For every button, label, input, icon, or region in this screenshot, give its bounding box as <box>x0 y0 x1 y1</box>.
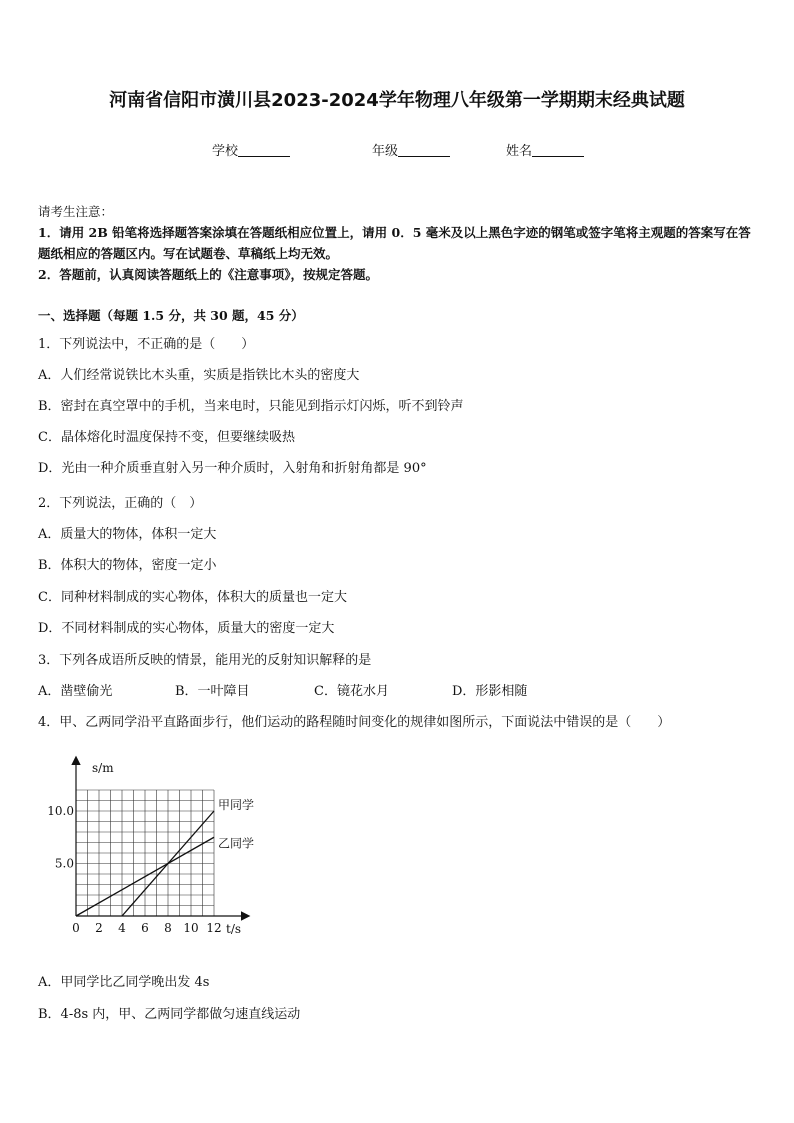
x-tick-label: 6 <box>141 921 149 935</box>
q4-option-b: B．4-8s 内，甲、乙两同学都做匀速直线运动 <box>38 1007 301 1022</box>
page-title: 河南省信阳市潢川县2023-2024学年物理八年级第一学期期末经典试题 <box>109 90 685 111</box>
y-axis-label: s/m <box>92 761 114 775</box>
chart-grid <box>76 790 214 916</box>
name-blank <box>532 144 584 157</box>
q1-option-a: A．人们经常说铁比木头重，实质是指铁比木头的密度大 <box>38 368 360 383</box>
q4-stem: 4．甲、乙两同学沿平直路面步行，他们运动的路程随时间变化的规律如图所示，下面说法中错误的是（ ） <box>38 715 671 730</box>
q2-option-b: B．体积大的物体，密度一定小 <box>38 558 217 573</box>
x-tick-label: 10 <box>183 921 199 935</box>
chart-series <box>76 798 254 916</box>
school-label: 学校 <box>212 144 239 159</box>
x-tick-label: 8 <box>164 921 172 935</box>
x-tick-label: 0 <box>72 921 80 935</box>
series-label: 甲同学 <box>218 798 255 812</box>
q2-option-a: A．质量大的物体，体积一定大 <box>38 527 217 542</box>
q1-option-d: D．光由一种介质垂直射入另一种介质时，入射角和折射角都是 90° <box>38 461 427 476</box>
x-axis-label: t/s <box>226 922 242 936</box>
q2-option-d: D．不同材料制成的实心物体，质量大的密度一定大 <box>38 621 335 636</box>
q2-option-c: C．同种材料制成的实心物体，体积大的质量也一定大 <box>38 590 347 605</box>
notice-item-1: 1．请用 2B 铅笔将选择题答案涂填在答题纸相应位置上，请用 0．5 毫米及以上黑色字迹的钢笔或签字笔将主观题的答案写在答题纸相应的答题区内。写在试题卷、草稿纸上均无效。 <box>38 225 751 261</box>
x-tick-label: 12 <box>206 921 222 935</box>
q2-stem: 2．下列说法，正确的（ ） <box>38 496 203 511</box>
distance-time-chart <box>40 748 270 948</box>
name-field <box>506 140 584 159</box>
y-tick-labels <box>47 804 74 871</box>
section-heading: 一、选择题（每题 1.5 分，共 30 题，45 分） <box>38 308 304 323</box>
q3-option-c: C．镜花水月 <box>314 684 389 699</box>
x-tick-label: 4 <box>118 921 126 935</box>
grade-field <box>372 140 450 159</box>
q3-stem: 3．下列各成语所反映的情景，能用光的反射知识解释的是 <box>38 653 372 668</box>
name-label: 姓名 <box>506 144 533 159</box>
q3-option-b: B．一叶障目 <box>175 684 250 699</box>
school-field <box>212 140 290 159</box>
grade-label: 年级 <box>372 144 399 159</box>
y-tick-label: 5.0 <box>54 856 74 871</box>
notice-item-2: 2．答题前，认真阅读答题纸上的《注意事项》，按规定答题。 <box>38 267 378 282</box>
grade-blank <box>398 144 450 157</box>
series-label: 乙同学 <box>218 836 255 851</box>
q3-option-d: D．形影相随 <box>452 684 528 699</box>
x-tick-label: 2 <box>95 921 103 935</box>
q1-option-c: C．晶体熔化时温度保持不变，但要继续吸热 <box>38 430 295 445</box>
school-blank <box>238 144 290 157</box>
q4-option-a: A．甲同学比乙同学晚出发 4s <box>38 975 210 990</box>
notice-heading: 请考生注意： <box>38 204 114 219</box>
y-tick-label: 10.0 <box>47 804 74 818</box>
q1-stem: 1．下列说法中，不正确的是（ ） <box>38 337 255 352</box>
notice-body <box>38 222 760 285</box>
q3-option-a: A．凿壁偷光 <box>38 684 113 699</box>
x-tick-labels <box>72 921 221 935</box>
q1-option-b: B．密封在真空罩中的手机，当来电时，只能见到指示灯闪烁，听不到铃声 <box>38 399 464 414</box>
